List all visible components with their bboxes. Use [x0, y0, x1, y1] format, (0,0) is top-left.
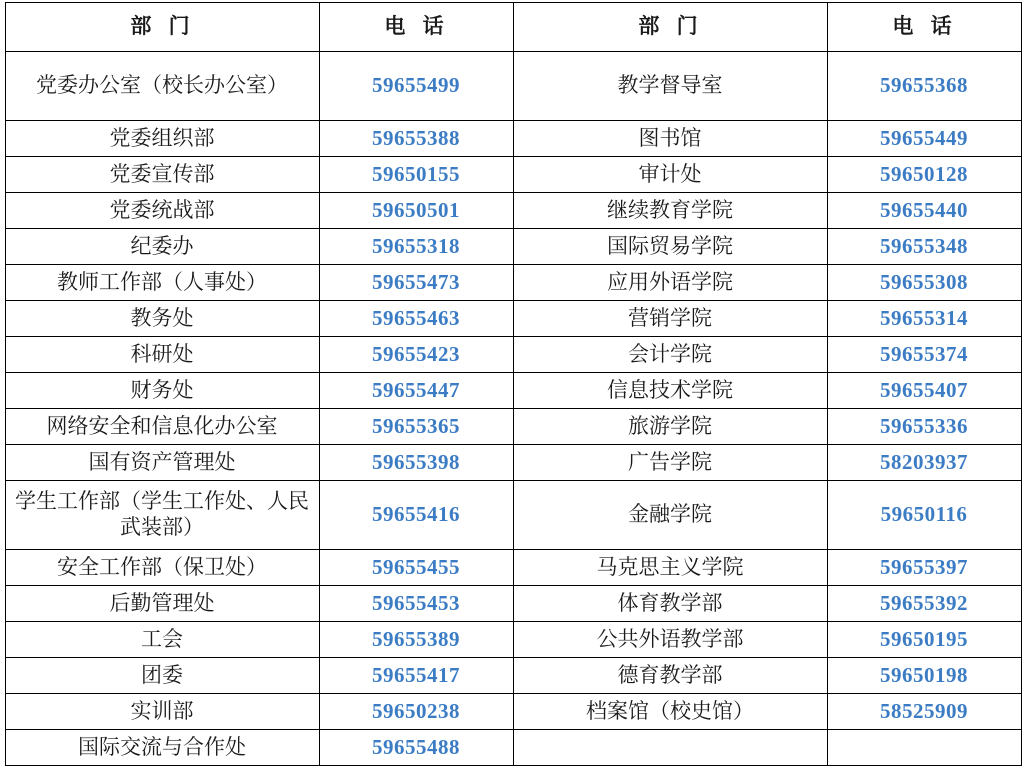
cell-department-left: 工会	[5, 622, 319, 658]
cell-phone-left: 59655417	[319, 658, 513, 694]
table-row	[5, 373, 1021, 409]
table-row	[5, 229, 1021, 265]
cell-department-left: 学生工作部（学生工作处、人民武装部）	[5, 481, 319, 550]
cell-department-right: 营销学院	[513, 301, 827, 337]
cell-phone-left: 59655463	[319, 301, 513, 337]
cell-phone-right: 59655314	[827, 301, 1021, 337]
cell-department-right: 旅游学院	[513, 409, 827, 445]
cell-department-right	[513, 730, 827, 766]
table-row	[5, 157, 1021, 193]
cell-phone-right: 59650128	[827, 157, 1021, 193]
cell-phone-left: 59655365	[319, 409, 513, 445]
cell-phone-right: 58203937	[827, 445, 1021, 481]
cell-phone-right: 59655407	[827, 373, 1021, 409]
table-row	[5, 193, 1021, 229]
cell-department-left: 国有资产管理处	[5, 445, 319, 481]
cell-phone-left: 59655499	[319, 52, 513, 121]
cell-department-right: 广告学院	[513, 445, 827, 481]
cell-department-left: 教师工作部（人事处）	[5, 265, 319, 301]
cell-phone-right: 59655374	[827, 337, 1021, 373]
cell-department-right: 档案馆（校史馆）	[513, 694, 827, 730]
cell-department-left: 国际交流与合作处	[5, 730, 319, 766]
table-row	[5, 445, 1021, 481]
cell-department-right: 公共外语教学部	[513, 622, 827, 658]
cell-department-right: 继续教育学院	[513, 193, 827, 229]
table-row	[5, 301, 1021, 337]
cell-department-left: 安全工作部（保卫处）	[5, 550, 319, 586]
cell-phone-left: 59655318	[319, 229, 513, 265]
cell-phone-left: 59650155	[319, 157, 513, 193]
cell-department-left: 科研处	[5, 337, 319, 373]
table-row	[5, 622, 1021, 658]
table-row	[5, 409, 1021, 445]
cell-phone-left: 59655398	[319, 445, 513, 481]
cell-phone-right: 59655336	[827, 409, 1021, 445]
cell-phone-right: 59655392	[827, 586, 1021, 622]
cell-department-left: 党委组织部	[5, 121, 319, 157]
cell-department-right: 审计处	[513, 157, 827, 193]
cell-department-left: 党委宣传部	[5, 157, 319, 193]
column-header-phone-left: 电 话	[319, 3, 513, 52]
cell-phone-left: 59655453	[319, 586, 513, 622]
cell-department-right: 教学督导室	[513, 52, 827, 121]
cell-phone-left: 59655389	[319, 622, 513, 658]
cell-department-right: 图书馆	[513, 121, 827, 157]
table-row	[5, 658, 1021, 694]
cell-phone-left: 59655423	[319, 337, 513, 373]
cell-phone-right: 59655308	[827, 265, 1021, 301]
cell-department-left: 党委统战部	[5, 193, 319, 229]
table-body	[5, 52, 1021, 766]
cell-department-left: 网络安全和信息化办公室	[5, 409, 319, 445]
cell-department-right: 会计学院	[513, 337, 827, 373]
cell-department-right: 德育教学部	[513, 658, 827, 694]
cell-department-left: 纪委办	[5, 229, 319, 265]
column-header-department-right: 部 门	[513, 3, 827, 52]
table-row	[5, 265, 1021, 301]
cell-phone-right: 59655397	[827, 550, 1021, 586]
cell-phone-left: 59650501	[319, 193, 513, 229]
cell-phone-right: 59655368	[827, 52, 1021, 121]
cell-phone-left: 59655455	[319, 550, 513, 586]
cell-phone-right: 58525909	[827, 694, 1021, 730]
table-row	[5, 481, 1021, 550]
cell-department-left: 后勤管理处	[5, 586, 319, 622]
table-row	[5, 694, 1021, 730]
cell-phone-right: 59650116	[827, 481, 1021, 550]
cell-department-right: 马克思主义学院	[513, 550, 827, 586]
column-header-department-left: 部 门	[5, 3, 319, 52]
cell-department-left: 党委办公室（校长办公室）	[5, 52, 319, 121]
cell-department-left: 实训部	[5, 694, 319, 730]
cell-department-right: 金融学院	[513, 481, 827, 550]
cell-phone-left: 59655447	[319, 373, 513, 409]
cell-phone-right: 59655440	[827, 193, 1021, 229]
table-row	[5, 586, 1021, 622]
table-header	[5, 3, 1021, 52]
cell-phone-left: 59655416	[319, 481, 513, 550]
cell-phone-left: 59655473	[319, 265, 513, 301]
cell-phone-left: 59655388	[319, 121, 513, 157]
cell-phone-right	[827, 730, 1021, 766]
table-header-row	[5, 3, 1021, 52]
table-row	[5, 52, 1021, 121]
column-header-phone-right: 电 话	[827, 3, 1021, 52]
cell-phone-right: 59650198	[827, 658, 1021, 694]
table-row	[5, 730, 1021, 766]
cell-department-right: 应用外语学院	[513, 265, 827, 301]
cell-department-left: 教务处	[5, 301, 319, 337]
cell-department-right: 国际贸易学院	[513, 229, 827, 265]
cell-department-left: 财务处	[5, 373, 319, 409]
table-row	[5, 337, 1021, 373]
department-phone-table	[5, 2, 1022, 766]
cell-phone-right: 59655449	[827, 121, 1021, 157]
cell-phone-left: 59655488	[319, 730, 513, 766]
table-row	[5, 550, 1021, 586]
cell-department-right: 信息技术学院	[513, 373, 827, 409]
cell-department-right: 体育教学部	[513, 586, 827, 622]
cell-phone-left: 59650238	[319, 694, 513, 730]
cell-phone-right: 59655348	[827, 229, 1021, 265]
cell-department-left: 团委	[5, 658, 319, 694]
table-row	[5, 121, 1021, 157]
cell-phone-right: 59650195	[827, 622, 1021, 658]
